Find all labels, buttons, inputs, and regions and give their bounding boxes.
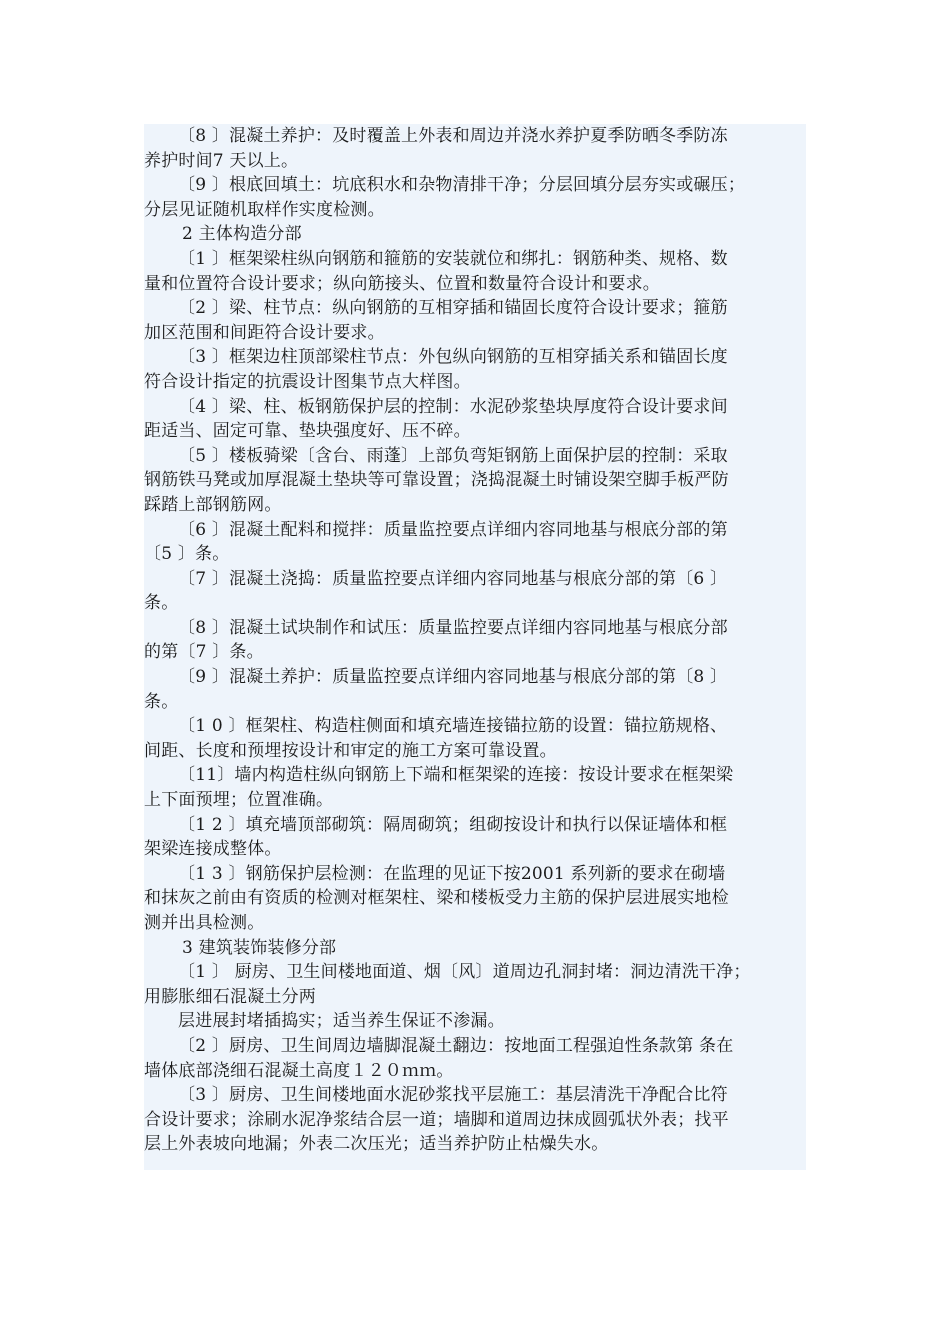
- document-line: 钢筋铁马凳或加厚混凝土垫块等可靠设置；浇捣混凝土时铺设架空脚手板严防: [144, 470, 729, 491]
- document-line: 〔1 0 〕框架柱、构造柱侧面和填充墙连接锚拉筋的设置：锚拉筋规格、: [178, 716, 728, 737]
- document-line: 〔5 〕条。: [144, 544, 230, 565]
- document-line: 量和位置符合设计要求；纵向筋接头、位置和数量符合设计和要求。: [144, 273, 660, 294]
- document-line: 上下面预埋；位置准确。: [144, 790, 334, 811]
- document-line: 〔3 〕框架边柱顶部梁柱节点：外包纵向钢筋的互相穿插关系和锚固长度: [178, 347, 728, 368]
- document-text-block: [144, 124, 806, 1170]
- document-line: 合设计要求；涂刷水泥净浆结合层一道；墙脚和道周边抹成圆弧状外表；找平: [144, 1109, 729, 1130]
- document-line: 养护时间7 天以上。: [144, 150, 299, 171]
- document-line: 条。: [144, 593, 179, 614]
- document-line: 〔4 〕梁、柱、板钢筋保护层的控制：水泥砂浆垫块厚度符合设计要求间: [178, 396, 728, 417]
- document-line: 〔7 〕混凝土浇捣：质量监控要点详细内容同地基与根底分部的第〔6 〕: [178, 568, 728, 589]
- document-line: 踩踏上部钢筋网。: [144, 494, 282, 515]
- document-line: 〔11〕墙内构造柱纵向钢筋上下端和框架梁的连接：按设计要求在框架梁: [178, 765, 734, 786]
- document-line: 〔1 2 〕填充墙顶部砌筑：隔周砌筑；组砌按设计和执行以保证墙体和框: [178, 814, 728, 835]
- document-line: 墙体底部浇细石混凝土高度１２０ｍｍ。: [144, 1060, 454, 1081]
- document-line: 〔8 〕混凝土试块制作和试压：质量监控要点详细内容同地基与根底分部: [178, 617, 728, 638]
- document-line: 间距、长度和预埋按设计和审定的施工方案可靠设置。: [144, 740, 557, 761]
- document-line: 〔1 〕框架梁柱纵向钢筋和箍筋的安装就位和绑扎：钢筋种类、规格、数: [178, 248, 728, 269]
- document-line: 测并出具检测。: [144, 913, 265, 933]
- document-line: 条。: [144, 691, 179, 712]
- document-line: 的第〔7 〕条。: [144, 642, 264, 663]
- document-line: 加区范围和间距符合设计要求。: [144, 322, 385, 343]
- document-line: 距适当、固定可靠、垫块强度好、压不碎。: [144, 421, 471, 442]
- document-line: 用膨胀细石混凝土分两: [144, 986, 316, 1007]
- document-line: 3 建筑装饰装修分部: [182, 937, 337, 958]
- document-line: 和抹灰之前由有资质的检测对框架柱、梁和楼板受力主筋的保护层进展实地检: [144, 888, 729, 909]
- document-line: 〔9 〕混凝土养护：质量监控要点详细内容同地基与根底分部的第〔8 〕: [178, 667, 728, 688]
- document-line: 〔2 〕厨房、卫生间周边墙脚混凝土翻边：按地面工程强迫性条款第 条在: [178, 1035, 734, 1056]
- document-line: 架梁连接成整体。: [144, 839, 282, 860]
- document-line: 分层见证随机取样作实度检测。: [144, 199, 385, 220]
- document-line: 层上外表坡向地漏；外表二次压光；适当养护防止枯燥失水。: [144, 1134, 609, 1155]
- document-line: 〔8 〕混凝土养护：及时覆盖上外表和周边并浇水养护夏季防晒冬季防冻: [178, 126, 728, 146]
- document-line: 2 主体构造分部: [182, 224, 302, 245]
- document-line: 〔1 〕 厨房、卫生间楼地面道、烟〔风〕道周边孔洞封堵：洞边清洗干净；: [178, 962, 751, 983]
- document-line: 〔1 3 〕钢筋保护层检测：在监理的见证下按2001 系列新的要求在砌墙: [178, 863, 726, 884]
- document-line: 层进展封堵插捣实；适当养生保证不渗漏。: [178, 1011, 505, 1032]
- document-line: 〔9 〕根底回填土：坑底积水和杂物清排干净；分层回填分层夯实或碾压；: [178, 175, 746, 196]
- document-line: 〔2 〕梁、柱节点：纵向钢筋的互相穿插和锚固长度符合设计要求；箍筋: [178, 298, 728, 319]
- document-line: 〔3 〕厨房、卫生间楼地面水泥砂浆找平层施工：基层清洗干净配合比符: [178, 1085, 728, 1106]
- document-line: 〔6 〕混凝土配料和搅拌：质量监控要点详细内容同地基与根底分部的第: [178, 519, 728, 540]
- document-line: 符合设计指定的抗震设计图集节点大样图。: [144, 371, 471, 392]
- document-line: 〔5 〕楼板骑梁〔含台、雨蓬〕上部负弯矩钢筋上面保护层的控制：采取: [178, 445, 728, 466]
